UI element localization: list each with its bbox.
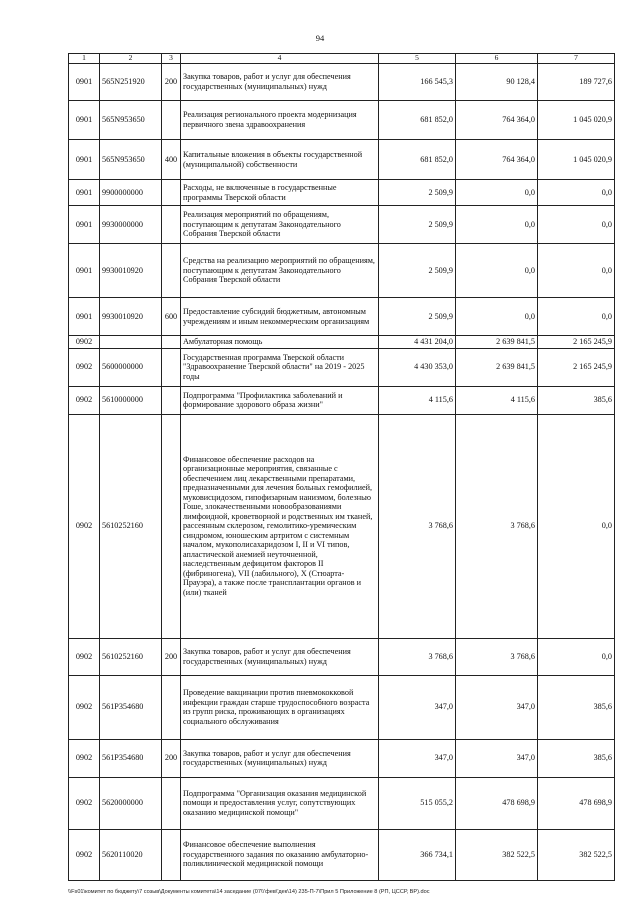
column-header: 5 bbox=[379, 54, 456, 64]
column-header: 7 bbox=[538, 54, 615, 64]
expense-type-code: 200 bbox=[162, 739, 181, 777]
amount-col7: 0,0 bbox=[538, 206, 615, 244]
expense-type-code bbox=[162, 348, 181, 386]
amount-col6: 90 128,4 bbox=[456, 64, 538, 101]
table-row bbox=[69, 206, 615, 244]
amount-col7: 385,6 bbox=[538, 739, 615, 777]
column-header: 2 bbox=[100, 54, 162, 64]
table-row bbox=[69, 101, 615, 140]
amount-col5: 166 545,3 bbox=[379, 64, 456, 101]
amount-col6: 4 115,6 bbox=[456, 386, 538, 414]
amount-col5: 2 509,9 bbox=[379, 206, 456, 244]
section-code: 0902 bbox=[69, 348, 100, 386]
amount-col6: 0,0 bbox=[456, 180, 538, 206]
table-row bbox=[69, 336, 615, 349]
expense-type-code bbox=[162, 244, 181, 298]
amount-col7: 2 165 245,9 bbox=[538, 348, 615, 386]
amount-col5: 2 509,9 bbox=[379, 298, 456, 336]
item-name: Средства на реализацию мероприятий по обращениям, поступающим к депутатам Законодательного Собрания Тверской области bbox=[181, 244, 379, 298]
table-row bbox=[69, 675, 615, 739]
expense-type-code bbox=[162, 386, 181, 414]
item-name: Подпрограмма "Организация оказания медицинской помощи и предоставления услуг, сопутствующих оказанию медицинской помощи" bbox=[181, 777, 379, 829]
amount-col6: 2 639 841,5 bbox=[456, 348, 538, 386]
item-name: Предоставление субсидий бюджетным, автономным учреждениям и иным некоммерческим организациям bbox=[181, 298, 379, 336]
expense-type-code bbox=[162, 414, 181, 638]
amount-col5: 4 115,6 bbox=[379, 386, 456, 414]
budget-table bbox=[68, 53, 615, 881]
item-name: Закупка товаров, работ и услуг для обеспечения государственных (муниципальных) нужд bbox=[181, 638, 379, 675]
expense-type-code: 400 bbox=[162, 140, 181, 180]
expense-type-code bbox=[162, 829, 181, 880]
item-name: Подпрограмма "Профилактика заболеваний и формирование здорового образа жизни" bbox=[181, 386, 379, 414]
amount-col6: 0,0 bbox=[456, 244, 538, 298]
document-file-path: \\Fs01\комитет по бюджету\7 созыв\Документы комитета\14 заседание (07\\'фев\'дек\14) 235-П-7\Прил 5 Приложение 8 (РП, ЦССР, ВР).doc bbox=[68, 889, 430, 895]
item-name: Закупка товаров, работ и услуг для обеспечения государственных (муниципальных) нужд bbox=[181, 64, 379, 101]
table-row bbox=[69, 739, 615, 777]
expense-type-code bbox=[162, 206, 181, 244]
target-article-code: 565N251920 bbox=[100, 64, 162, 101]
amount-col7: 385,6 bbox=[538, 675, 615, 739]
table-row bbox=[69, 244, 615, 298]
amount-col7: 0,0 bbox=[538, 244, 615, 298]
expense-type-code bbox=[162, 180, 181, 206]
amount-col5: 515 055,2 bbox=[379, 777, 456, 829]
column-number-row bbox=[69, 54, 615, 64]
column-header: 1 bbox=[69, 54, 100, 64]
target-article-code: 565N953650 bbox=[100, 140, 162, 180]
item-name: Капитальные вложения в объекты государственной (муниципальной) собственности bbox=[181, 140, 379, 180]
item-name: Финансовое обеспечение расходов на организационные мероприятия, связанные с обеспечением лиц лекарственными препаратами, предназначенными для лечения больных гемофилией, муковисцидозом, гипофизарным нанизмом, болезнью Гоше, злокачественными новообразованиями лимфоидной, кроветворной и родственных им тканей, рассеянным склерозом, гемолитико-уремическим синдромом, юношеским артритом с системным началом, мукополисахаридозом I, II и VI типов, апластической анемией неуточненной, наследственным дефицитом факторов II (фибриногена), VII (лабильного), X (Стюарта-Прауэра), а также после трансплантации органов и (или) тканей bbox=[181, 414, 379, 638]
item-name: Закупка товаров, работ и услуг для обеспечения государственных (муниципальных) нужд bbox=[181, 739, 379, 777]
amount-col6: 764 364,0 bbox=[456, 101, 538, 140]
target-article-code: 9930000000 bbox=[100, 206, 162, 244]
amount-col7: 382 522,5 bbox=[538, 829, 615, 880]
table-row bbox=[69, 140, 615, 180]
table-row bbox=[69, 348, 615, 386]
target-article-code: 565N953650 bbox=[100, 101, 162, 140]
amount-col6: 3 768,6 bbox=[456, 414, 538, 638]
amount-col6: 0,0 bbox=[456, 206, 538, 244]
amount-col6: 3 768,6 bbox=[456, 638, 538, 675]
amount-col7: 0,0 bbox=[538, 298, 615, 336]
amount-col6: 347,0 bbox=[456, 675, 538, 739]
amount-col6: 2 639 841,5 bbox=[456, 336, 538, 349]
table-row bbox=[69, 386, 615, 414]
section-code: 0901 bbox=[69, 206, 100, 244]
expense-type-code bbox=[162, 101, 181, 140]
amount-col5: 347,0 bbox=[379, 675, 456, 739]
amount-col6: 0,0 bbox=[456, 298, 538, 336]
expense-type-code bbox=[162, 777, 181, 829]
item-name: Государственная программа Тверской области "Здравоохранение Тверской области" на 2019 - 2025 годы bbox=[181, 348, 379, 386]
target-article-code: 561P354680 bbox=[100, 739, 162, 777]
target-article-code: 5620110020 bbox=[100, 829, 162, 880]
column-header: 4 bbox=[181, 54, 379, 64]
page-number: 94 bbox=[315, 33, 325, 43]
amount-col5: 3 768,6 bbox=[379, 638, 456, 675]
item-name: Амбулаторная помощь bbox=[181, 336, 379, 349]
column-header: 3 bbox=[162, 54, 181, 64]
target-article-code: 9930010920 bbox=[100, 298, 162, 336]
section-code: 0902 bbox=[69, 777, 100, 829]
amount-col6: 347,0 bbox=[456, 739, 538, 777]
table-row bbox=[69, 638, 615, 675]
section-code: 0902 bbox=[69, 675, 100, 739]
target-article-code: 5610000000 bbox=[100, 386, 162, 414]
section-code: 0901 bbox=[69, 298, 100, 336]
item-name: Финансовое обеспечение выполнения государственного задания по оказанию амбулаторно-поликлинической медицинской помощи bbox=[181, 829, 379, 880]
target-article-code: 561P354680 bbox=[100, 675, 162, 739]
amount-col7: 0,0 bbox=[538, 638, 615, 675]
amount-col5: 2 509,9 bbox=[379, 244, 456, 298]
table-row bbox=[69, 777, 615, 829]
expense-type-code: 200 bbox=[162, 64, 181, 101]
amount-col7: 2 165 245,9 bbox=[538, 336, 615, 349]
amount-col7: 1 045 020,9 bbox=[538, 140, 615, 180]
item-name: Расходы, не включенные в государственные программы Тверской области bbox=[181, 180, 379, 206]
target-article-code: 5600000000 bbox=[100, 348, 162, 386]
section-code: 0902 bbox=[69, 829, 100, 880]
table-row bbox=[69, 180, 615, 206]
expense-type-code: 600 bbox=[162, 298, 181, 336]
column-header: 6 bbox=[456, 54, 538, 64]
item-name: Проведение вакцинации против пневмококковой инфекции граждан старше трудоспособного возраста из групп риска, проживающих в организациях социального обслуживания bbox=[181, 675, 379, 739]
amount-col7: 189 727,6 bbox=[538, 64, 615, 101]
section-code: 0902 bbox=[69, 638, 100, 675]
table-row bbox=[69, 414, 615, 638]
amount-col5: 4 430 353,0 bbox=[379, 348, 456, 386]
section-code: 0901 bbox=[69, 244, 100, 298]
section-code: 0901 bbox=[69, 64, 100, 101]
section-code: 0902 bbox=[69, 739, 100, 777]
amount-col5: 4 431 204,0 bbox=[379, 336, 456, 349]
amount-col5: 3 768,6 bbox=[379, 414, 456, 638]
target-article-code: 9930010920 bbox=[100, 244, 162, 298]
section-code: 0902 bbox=[69, 414, 100, 638]
amount-col7: 1 045 020,9 bbox=[538, 101, 615, 140]
target-article-code: 5610252160 bbox=[100, 638, 162, 675]
amount-col6: 478 698,9 bbox=[456, 777, 538, 829]
table-row bbox=[69, 298, 615, 336]
amount-col5: 2 509,9 bbox=[379, 180, 456, 206]
amount-col5: 347,0 bbox=[379, 739, 456, 777]
amount-col7: 0,0 bbox=[538, 414, 615, 638]
amount-col6: 382 522,5 bbox=[456, 829, 538, 880]
section-code: 0901 bbox=[69, 180, 100, 206]
target-article-code: 5610252160 bbox=[100, 414, 162, 638]
table-row bbox=[69, 829, 615, 880]
amount-col5: 681 852,0 bbox=[379, 140, 456, 180]
table-row bbox=[69, 64, 615, 101]
target-article-code bbox=[100, 336, 162, 349]
amount-col7: 478 698,9 bbox=[538, 777, 615, 829]
item-name: Реализация мероприятий по обращениям, поступающим к депутатам Законодательного Собрания Тверской области bbox=[181, 206, 379, 244]
target-article-code: 9900000000 bbox=[100, 180, 162, 206]
section-code: 0902 bbox=[69, 386, 100, 414]
section-code: 0901 bbox=[69, 101, 100, 140]
item-name: Реализация регионального проекта модернизация первичного звена здравоохранения bbox=[181, 101, 379, 140]
section-code: 0902 bbox=[69, 336, 100, 349]
amount-col7: 385,6 bbox=[538, 386, 615, 414]
amount-col7: 0,0 bbox=[538, 180, 615, 206]
amount-col6: 764 364,0 bbox=[456, 140, 538, 180]
target-article-code: 5620000000 bbox=[100, 777, 162, 829]
section-code: 0901 bbox=[69, 140, 100, 180]
expense-type-code bbox=[162, 675, 181, 739]
expense-type-code bbox=[162, 336, 181, 349]
amount-col5: 681 852,0 bbox=[379, 101, 456, 140]
amount-col5: 366 734,1 bbox=[379, 829, 456, 880]
expense-type-code: 200 bbox=[162, 638, 181, 675]
